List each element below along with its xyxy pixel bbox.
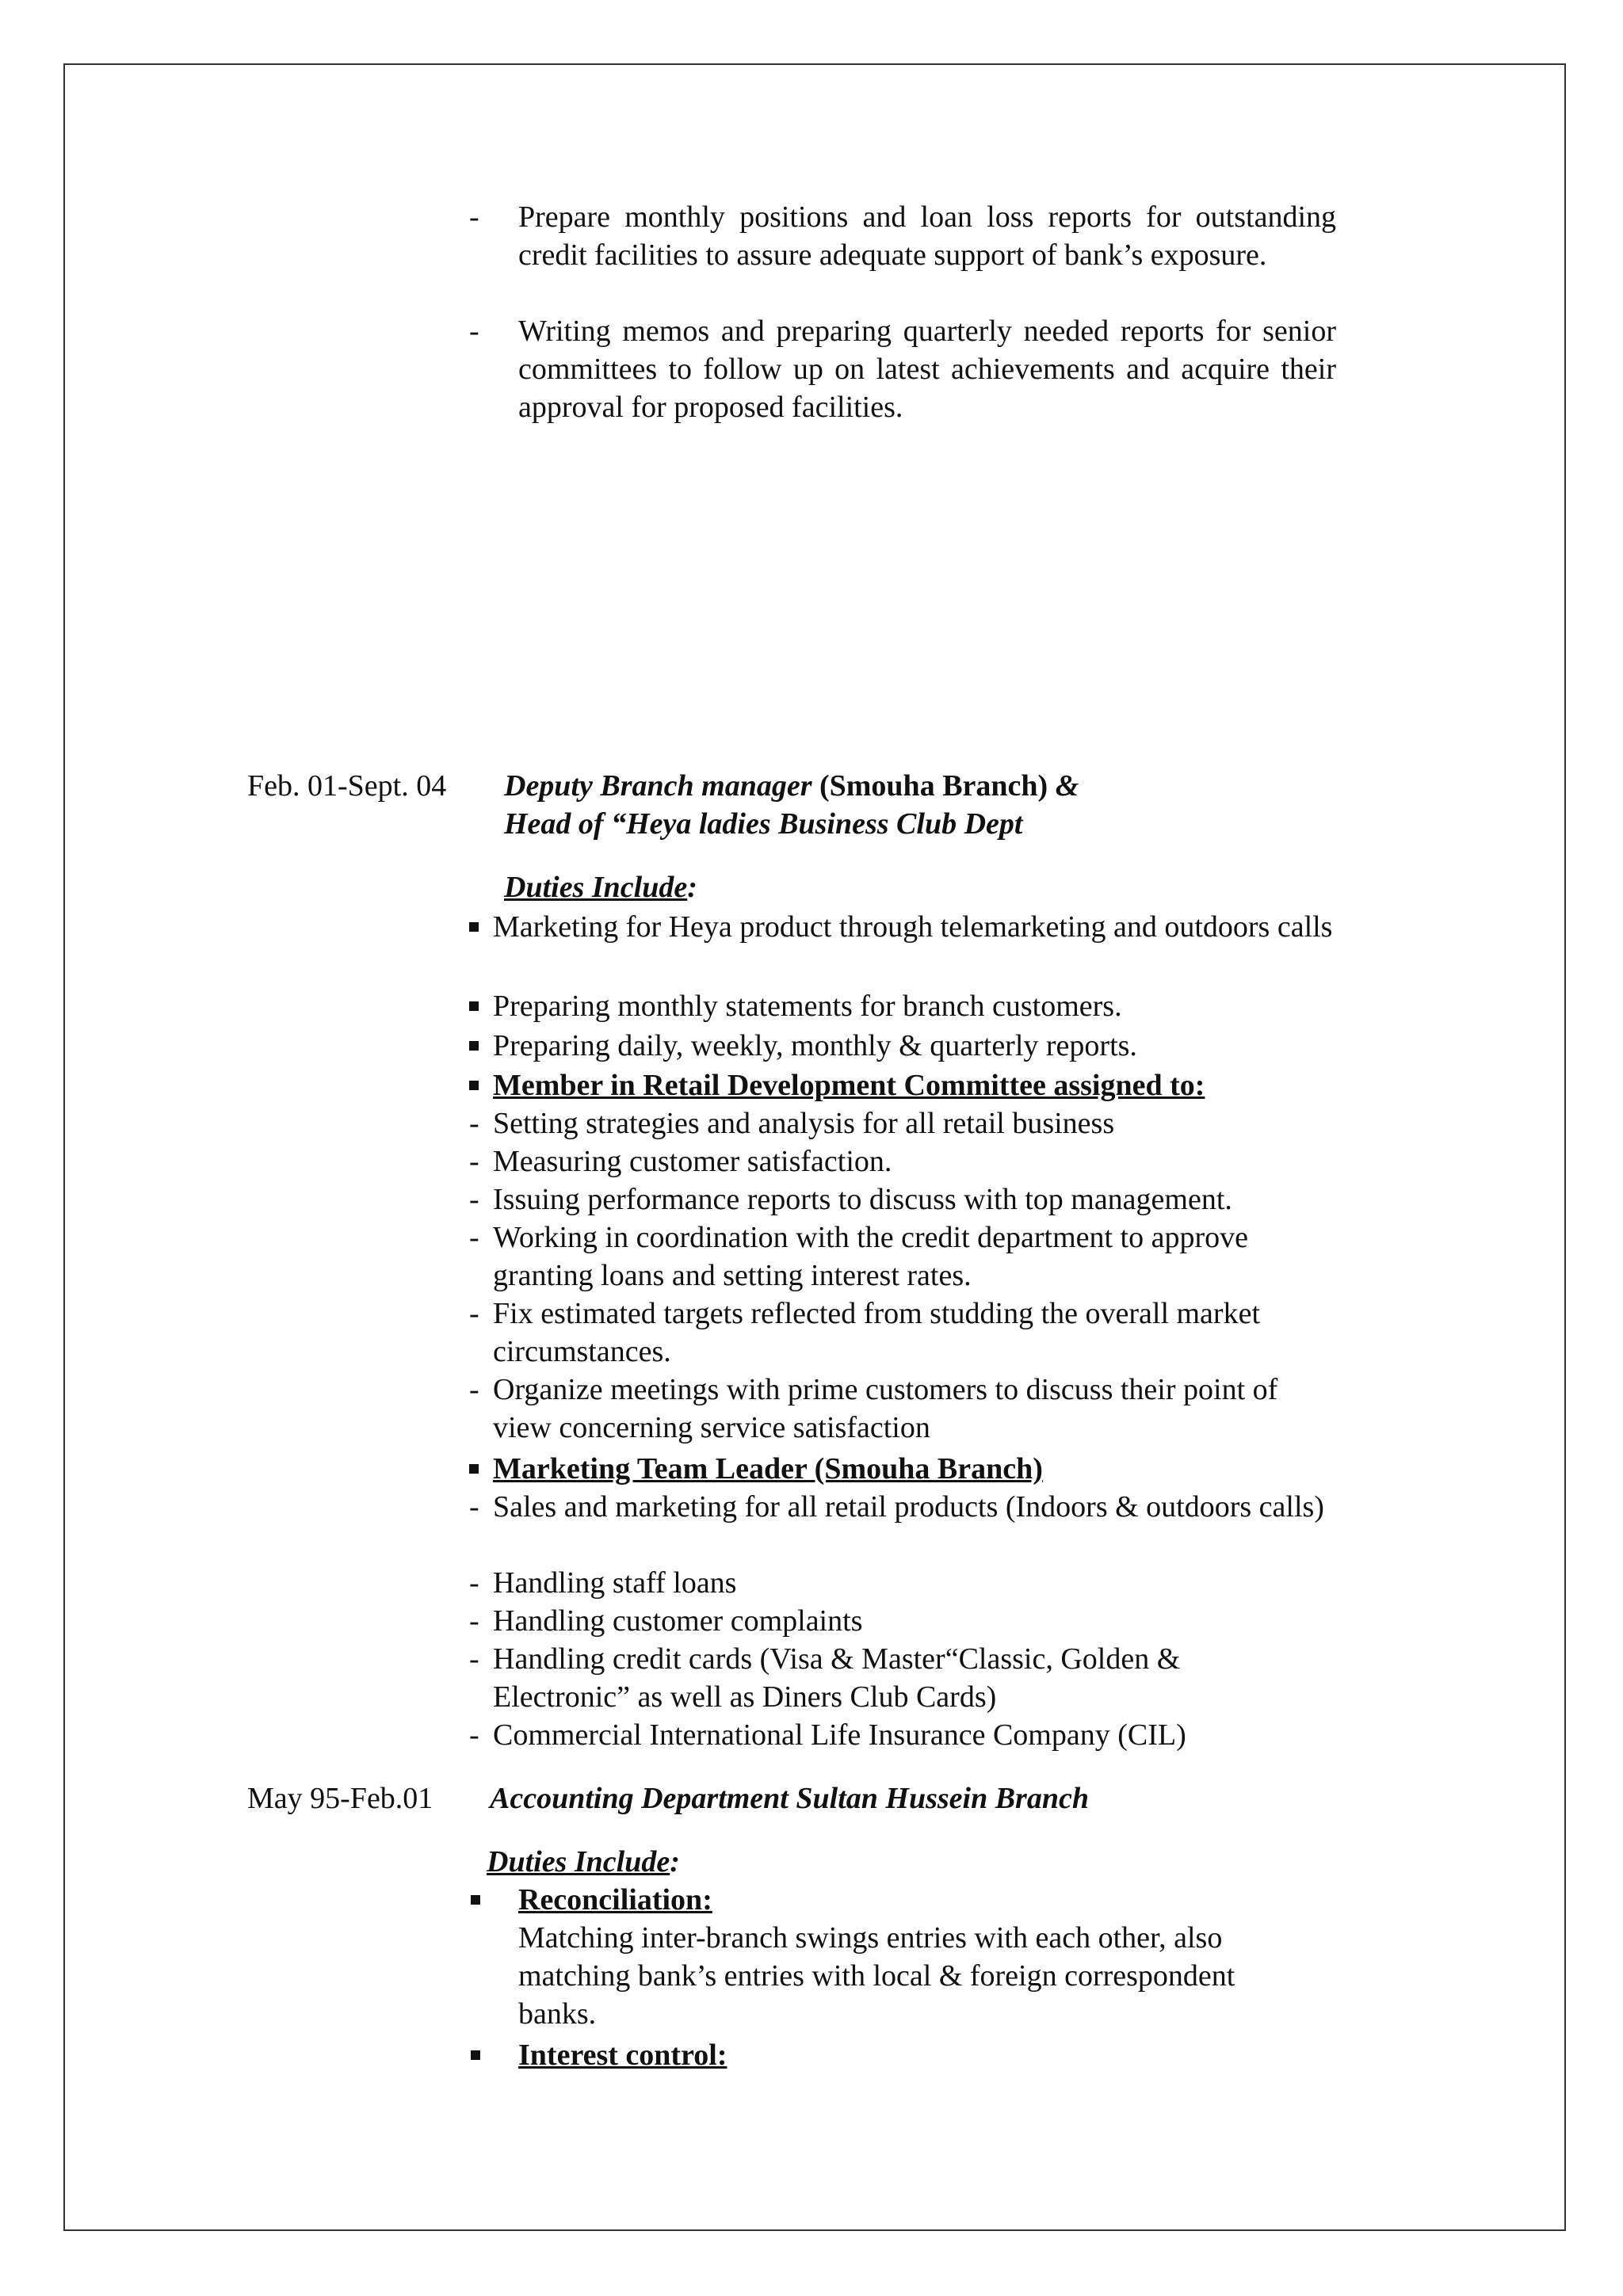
square-bullet-icon bbox=[469, 1081, 479, 1090]
dash-marker: - bbox=[469, 1566, 479, 1600]
committee-heading-text: Member in Retail Development Committee assigned to: bbox=[493, 1069, 1205, 1102]
team-heading-text: Marketing Team Leader (Smouha Branch) bbox=[493, 1452, 1043, 1486]
reconciliation-bullet bbox=[469, 1881, 1341, 2033]
duties-colon: : bbox=[687, 871, 697, 904]
team-item-text: Handling customer complaints bbox=[493, 1604, 863, 1638]
committee-item bbox=[469, 1104, 1341, 1142]
dash-marker: - bbox=[469, 200, 479, 234]
square-bullet-icon bbox=[471, 2050, 480, 2060]
square-bullet-icon bbox=[471, 1895, 480, 1905]
committee-item bbox=[469, 1180, 1341, 1219]
team-item bbox=[469, 1640, 1341, 1716]
committee-item bbox=[469, 1219, 1341, 1295]
dash-marker: - bbox=[469, 1642, 479, 1676]
team-item-text: Handling staff loans bbox=[493, 1566, 737, 1600]
reconciliation-text: Matching inter-branch swings entries with each other, also matching bank’s entries with local & foreign correspondent banks. bbox=[518, 1921, 1235, 2031]
reconciliation-heading: Reconciliation: bbox=[518, 1883, 712, 1917]
dash-marker: - bbox=[469, 1604, 479, 1638]
dash-marker: - bbox=[469, 1373, 479, 1406]
job1-dates: Feb. 01-Sept. 04 bbox=[247, 769, 447, 803]
job2-dates: May 95-Feb.01 bbox=[247, 1782, 433, 1815]
team-item bbox=[469, 1564, 1341, 1602]
job1-duties-label bbox=[504, 868, 697, 906]
dash-marker: - bbox=[469, 1297, 479, 1330]
committee-item-text: Measuring customer satisfaction. bbox=[493, 1145, 892, 1178]
job1-title-amp: & bbox=[1055, 769, 1079, 803]
team-item bbox=[469, 1716, 1341, 1754]
interest-control-heading: Interest control: bbox=[518, 2039, 727, 2072]
team-list bbox=[469, 1488, 1341, 1754]
team-item-text: Commercial International Life Insurance Company (CIL) bbox=[493, 1718, 1186, 1752]
top-bullet-2: Writing memos and preparing quarterly needed reports for senior committees to follow up on latest achievements and acquire their approval for proposed facilities. bbox=[518, 315, 1336, 424]
job1-bullet-2 bbox=[469, 987, 1388, 1025]
dash-marker: - bbox=[469, 1107, 479, 1140]
job1-bullet-1 bbox=[469, 908, 1388, 946]
committee-item-text: Fix estimated targets reflected from studding the overall market circumstances. bbox=[493, 1297, 1260, 1368]
committee-list bbox=[469, 1104, 1341, 1447]
job1-title-branch: (Smouha Branch) bbox=[812, 769, 1056, 803]
committee-item bbox=[469, 1295, 1341, 1371]
committee-item bbox=[469, 1371, 1341, 1447]
dash-marker: - bbox=[469, 1145, 479, 1178]
committee-item-text: Issuing performance reports to discuss with top management. bbox=[493, 1183, 1232, 1216]
interest-control-bullet bbox=[469, 2036, 1341, 2074]
job1-title-role: Deputy Branch manager bbox=[504, 769, 812, 803]
square-bullet-icon bbox=[469, 1464, 479, 1474]
dash-marker: - bbox=[469, 1718, 479, 1752]
square-bullet-icon bbox=[469, 1001, 479, 1011]
job1-bullet-1-text: Marketing for Heya product through telemarketing and outdoors calls bbox=[493, 910, 1333, 944]
duties-include-label: Duties Include bbox=[504, 871, 688, 904]
dash-marker: - bbox=[469, 1490, 479, 1524]
team-item bbox=[469, 1488, 1341, 1564]
duties-colon: : bbox=[670, 1845, 680, 1878]
team-item-text: Handling credit cards (Visa & Master“Classic, Golden & Electronic” as well as Diners Club Cards) bbox=[493, 1642, 1181, 1714]
job2-title: Accounting Department Sultan Hussein Branch bbox=[490, 1782, 1089, 1815]
job1-bullet-2-text: Preparing monthly statements for branch customers. bbox=[493, 990, 1122, 1023]
duties-include-label: Duties Include bbox=[487, 1845, 670, 1878]
committee-item-text: Working in coordination with the credit department to approve granting loans and setting interest rates. bbox=[493, 1221, 1249, 1292]
job1-bullet-3-text: Preparing daily, weekly, monthly & quarterly reports. bbox=[493, 1029, 1137, 1062]
committee-item-text: Organize meetings with prime customers to discuss their point of view concerning service satisfaction bbox=[493, 1373, 1278, 1444]
committee-item-text: Setting strategies and analysis for all retail business bbox=[493, 1107, 1115, 1140]
job1-bullet-3 bbox=[469, 1027, 1388, 1065]
team-item-text: Sales and marketing for all retail products (Indoors & outdoors calls) bbox=[493, 1490, 1324, 1524]
team-heading bbox=[469, 1450, 1388, 1488]
dash-marker: - bbox=[469, 315, 479, 348]
square-bullet-icon bbox=[469, 1041, 479, 1051]
committee-item bbox=[469, 1142, 1341, 1180]
job1-title-line2: Head of “Heya ladies Business Club Dept bbox=[504, 807, 1023, 841]
top-bullet-1: Prepare monthly positions and loan loss reports for outstanding credit facilities to assure adequate support of bank’s exposure. bbox=[518, 200, 1336, 272]
square-bullet-icon bbox=[469, 922, 479, 932]
job1-title bbox=[504, 767, 1079, 805]
dash-marker: - bbox=[469, 1221, 479, 1254]
committee-heading bbox=[469, 1066, 1388, 1104]
team-item bbox=[469, 1602, 1341, 1640]
dash-marker: - bbox=[469, 1183, 479, 1216]
job2-duties-label bbox=[487, 1843, 680, 1881]
